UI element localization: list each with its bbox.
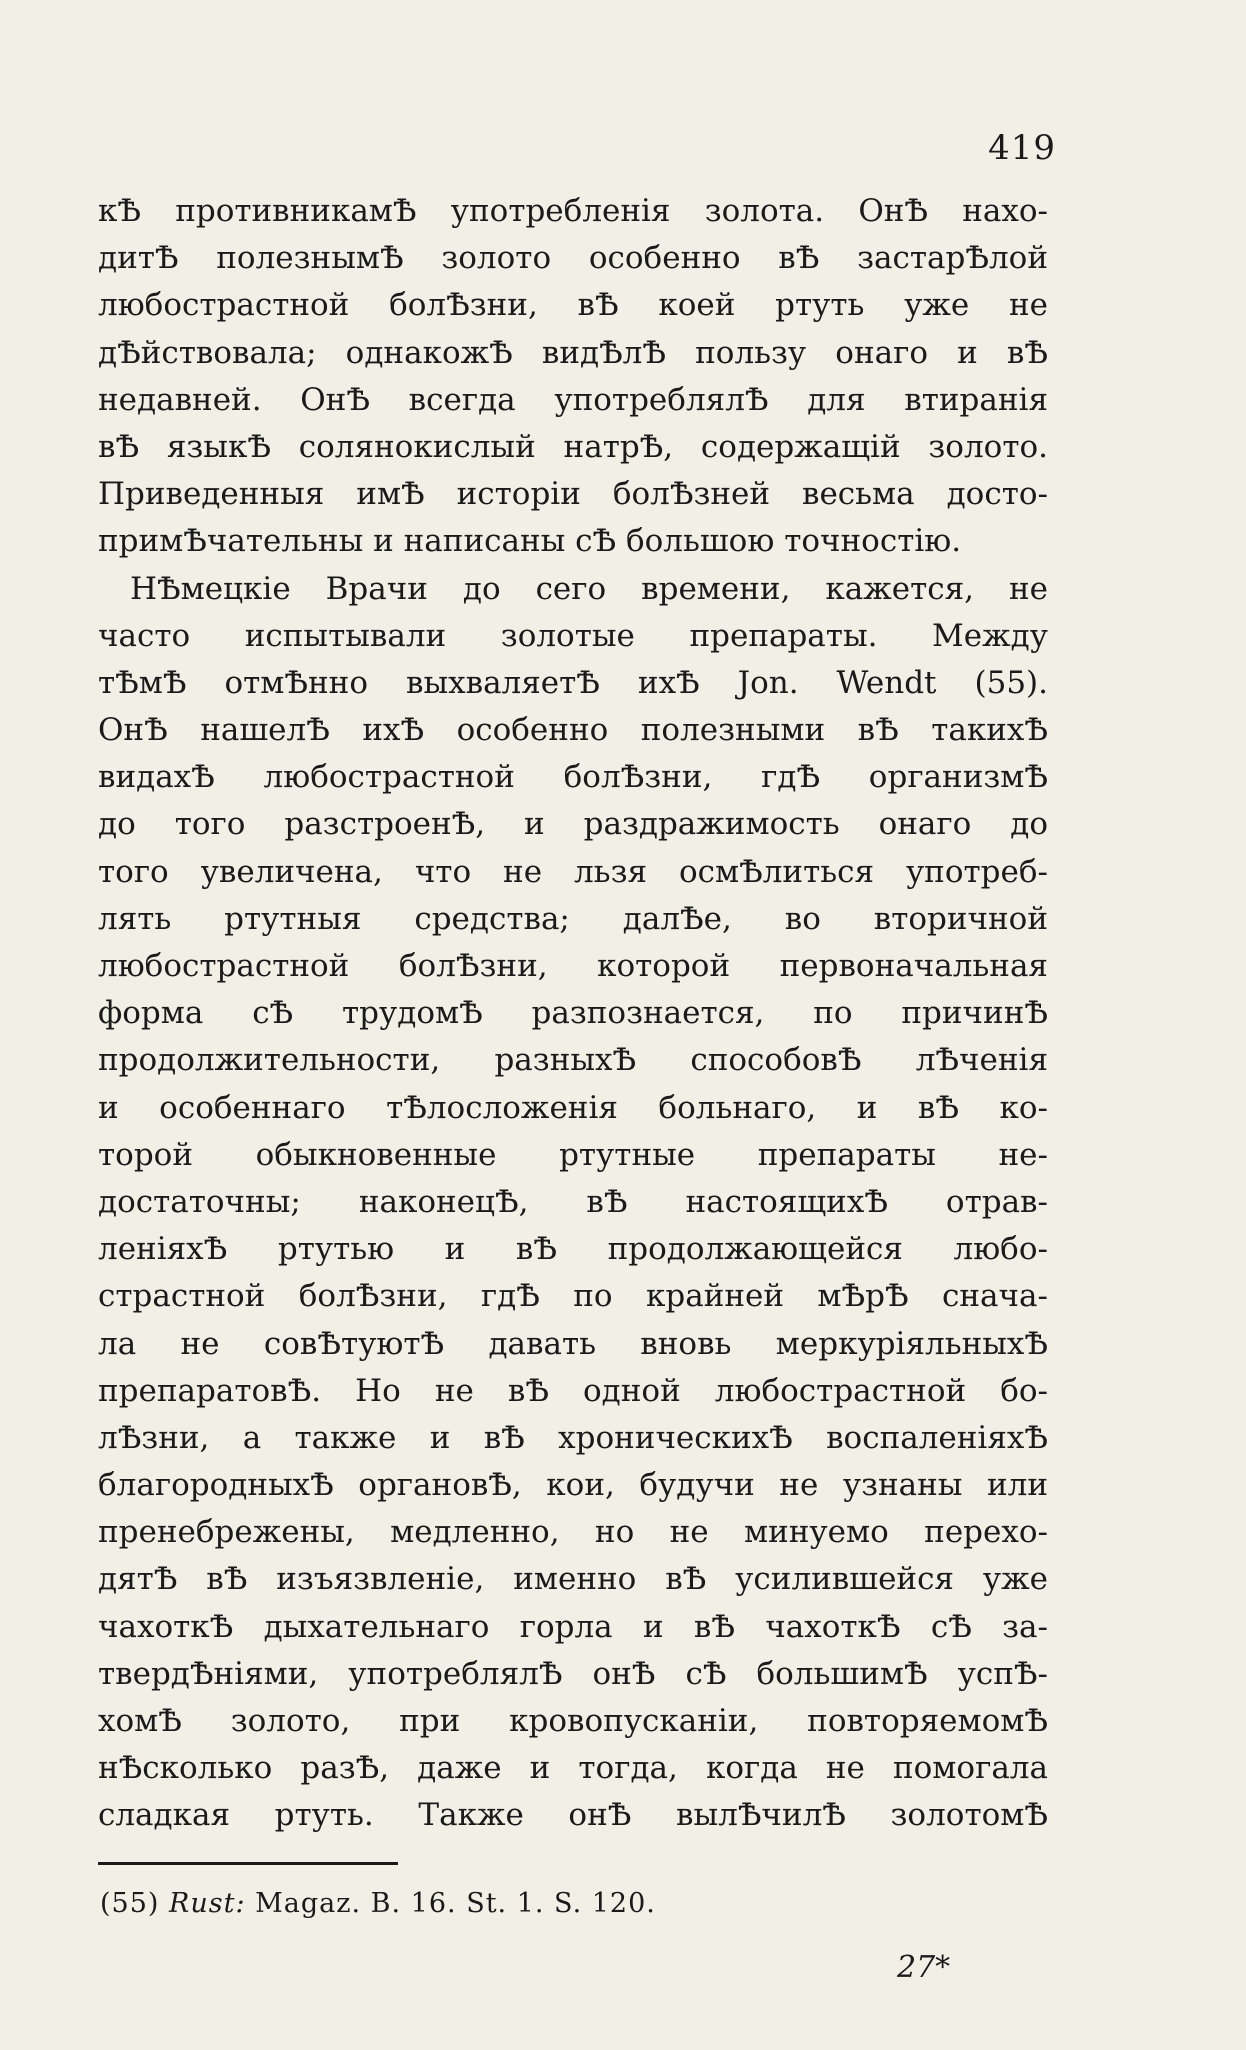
text-line: форма сѢ трудомѢ разпознается, по причинѢ bbox=[98, 995, 1048, 1032]
text-line: любострастной болѢзни, которой первоначальная bbox=[98, 948, 1048, 984]
text-line: ОнѢ нашелѢ ихѢ особенно полезными вѢ такихѢ bbox=[98, 712, 1048, 749]
footnote-reference: Magaz. B. 16. St. 1. S. 120. bbox=[255, 1888, 656, 1919]
page-number: 419 bbox=[988, 128, 1056, 168]
text-line: ла не совѢтуютѢ давать вновь меркуріяльныхѢ bbox=[98, 1325, 1048, 1362]
text-line: того увеличена, что не льзя осмѢлиться употреб- bbox=[98, 853, 1048, 890]
text-line: продолжительности, разныхѢ способовѢ лѢченія bbox=[98, 1042, 1048, 1079]
footnote-author: Rust: bbox=[169, 1888, 246, 1919]
body-text bbox=[98, 188, 1048, 1840]
signature-mark: 27* bbox=[897, 1950, 951, 1985]
footnote bbox=[100, 1888, 656, 1919]
text-line: торой обыкновенные ртутные препараты не- bbox=[98, 1136, 1048, 1173]
text-line: НѢмецкіе Врачи до сего времени, кажется, не bbox=[130, 570, 1048, 607]
text-line: любострастной болѢзни, вѢ коей ртуть уже не bbox=[98, 287, 1048, 324]
text-line: нѢсколько разѢ, даже и тогда, когда не помогала bbox=[98, 1750, 1048, 1787]
text-line: хомѢ золото, при кровопусканіи, повторяемомѢ bbox=[98, 1703, 1048, 1739]
text-line: препаратовѢ. Но не вѢ одной любострастной бо- bbox=[98, 1372, 1048, 1409]
text-line: до того разстроенѢ, и раздражимость онаго до bbox=[98, 806, 1048, 843]
text-line: Приведенныя имѢ исторіи болѢзней весьма досто- bbox=[98, 476, 1048, 513]
text-line: лять ртутныя средства; далѢе, во вторичной bbox=[98, 900, 1048, 937]
text-line: дятѢ вѢ изъязвленіе, именно вѢ усилившейся уже bbox=[98, 1561, 1048, 1598]
text-line: чахоткѢ дыхательнаго горла и вѢ чахоткѢ сѢ за- bbox=[98, 1608, 1048, 1645]
text-line: достаточны; наконецѢ, вѢ настоящихѢ отрав- bbox=[98, 1183, 1048, 1220]
text-line: вѢ языкѢ солянокислый натрѢ, содержащій золото. bbox=[98, 428, 1048, 465]
text-line: недавней. ОнѢ всегда употреблялѢ для втиранія bbox=[98, 381, 1048, 418]
text-line: тѢмѢ отмѢнно выхваляетѢ ихѢ Jon. Wendt (55). bbox=[98, 664, 1048, 701]
footnote-rule bbox=[98, 1862, 398, 1865]
text-line: кѢ противникамѢ употребленія золота. ОнѢ нахо- bbox=[98, 193, 1048, 229]
text-line: твердѢніями, употреблялѢ онѢ сѢ большимѢ успѢ- bbox=[98, 1655, 1048, 1692]
footnote-marker: (55) bbox=[100, 1888, 160, 1919]
text-line: леніяхѢ ртутью и вѢ продолжающейся любо- bbox=[98, 1231, 1048, 1268]
text-line: дѢйствовала; однакожѢ видѢлѢ пользу онаго и вѢ bbox=[98, 334, 1048, 371]
text-line: страстной болѢзни, гдѢ по крайней мѢрѢ снача- bbox=[98, 1278, 1048, 1315]
text-line: видахѢ любострастной болѢзни, гдѢ организмѢ bbox=[98, 759, 1048, 796]
text-line: примѢчательны и написаны сѢ большою точностію. bbox=[98, 523, 962, 560]
text-line: пренебрежены, медленно, но не минуемо перехо- bbox=[98, 1514, 1048, 1551]
text-line: лѢзни, а также и вѢ хроническихѢ воспаленіяхѢ bbox=[98, 1419, 1048, 1456]
text-line: благородныхѢ органовѢ, кои, будучи не узнаны или bbox=[98, 1467, 1048, 1504]
text-line: сладкая ртуть. Также онѢ вылѢчилѢ золотомѢ bbox=[98, 1797, 1048, 1834]
text-line: часто испытывали золотые препараты. Между bbox=[98, 617, 1048, 654]
text-line: дитѢ полезнымѢ золото особенно вѢ застарѢлой bbox=[98, 240, 1048, 277]
text-line: и особеннаго тѢлосложенія больнаго, и вѢ ко- bbox=[98, 1089, 1048, 1126]
